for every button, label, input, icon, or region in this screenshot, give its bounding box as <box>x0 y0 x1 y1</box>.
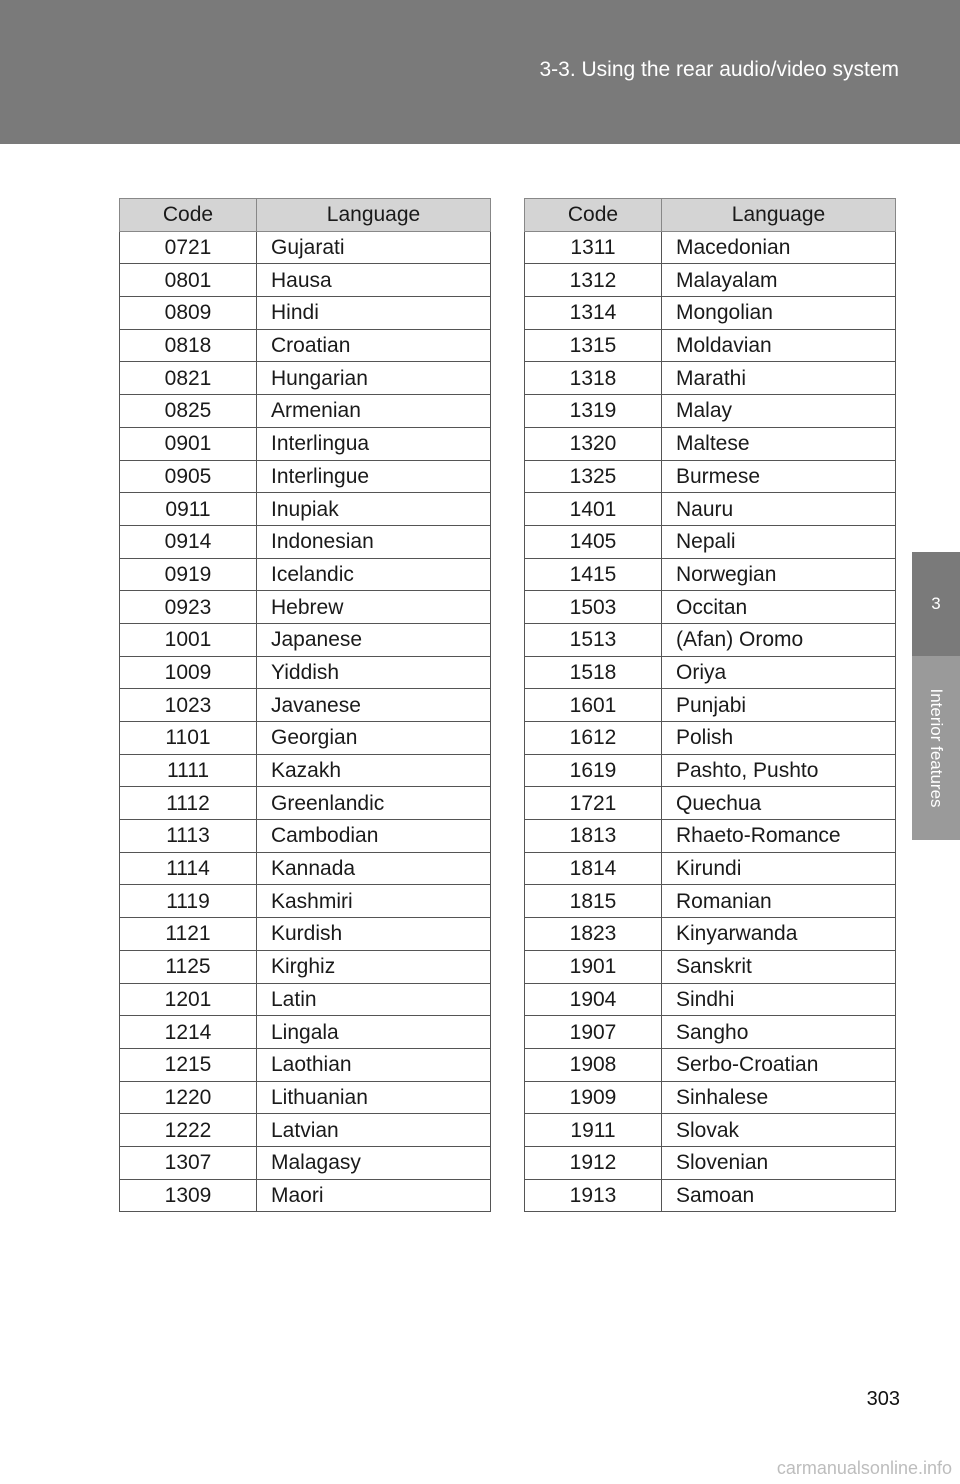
language-name-cell: Kashmiri <box>257 885 491 918</box>
language-code-cell: 0721 <box>120 231 257 264</box>
language-code-cell: 0919 <box>120 558 257 591</box>
table-row <box>120 329 491 362</box>
table-row <box>525 362 896 395</box>
table-row <box>120 591 491 624</box>
language-name-cell: Interlingua <box>257 427 491 460</box>
table-row <box>525 1179 896 1212</box>
language-name-cell: Indonesian <box>257 525 491 558</box>
language-name-cell: Greenlandic <box>257 787 491 820</box>
table-row <box>120 264 491 297</box>
code-column-header: Code <box>120 199 257 232</box>
language-code-cell: 1307 <box>120 1146 257 1179</box>
language-code-cell: 0914 <box>120 525 257 558</box>
language-code-cell: 1814 <box>525 852 662 885</box>
table-row <box>120 1016 491 1049</box>
right-table-body <box>525 231 896 1212</box>
table-row <box>525 983 896 1016</box>
language-code-cell: 1214 <box>120 1016 257 1049</box>
table-row <box>525 754 896 787</box>
table-row <box>120 656 491 689</box>
language-name-cell: Maori <box>257 1179 491 1212</box>
language-code-table-right <box>524 198 896 1212</box>
table-row <box>120 689 491 722</box>
language-code-cell: 1112 <box>120 787 257 820</box>
language-code-cell: 0923 <box>120 591 257 624</box>
language-name-cell: Pashto, Pushto <box>662 754 896 787</box>
language-name-cell: Kazakh <box>257 754 491 787</box>
language-code-table-left <box>119 198 491 1212</box>
table-row <box>525 297 896 330</box>
language-code-cell: 1220 <box>120 1081 257 1114</box>
language-name-cell: Kirundi <box>662 852 896 885</box>
table-header-row <box>525 199 896 232</box>
language-code-cell: 1901 <box>525 950 662 983</box>
language-name-cell: Hausa <box>257 264 491 297</box>
language-name-cell: (Afan) Oromo <box>662 623 896 656</box>
language-code-cell: 1023 <box>120 689 257 722</box>
table-row <box>525 264 896 297</box>
language-name-cell: Moldavian <box>662 329 896 362</box>
left-table-body <box>120 231 491 1212</box>
page-number: 303 <box>866 1388 900 1410</box>
language-name-cell: Occitan <box>662 591 896 624</box>
language-name-cell: Burmese <box>662 460 896 493</box>
language-name-cell: Rhaeto-Romance <box>662 820 896 853</box>
language-code-cell: 0825 <box>120 395 257 428</box>
language-name-cell: Mongolian <box>662 297 896 330</box>
language-column-header: Language <box>257 199 491 232</box>
language-name-cell: Marathi <box>662 362 896 395</box>
language-name-cell: Armenian <box>257 395 491 428</box>
language-name-cell: Slovenian <box>662 1146 896 1179</box>
language-code-cell: 1113 <box>120 820 257 853</box>
table-row <box>120 983 491 1016</box>
language-name-cell: Malayalam <box>662 264 896 297</box>
language-name-cell: Romanian <box>662 885 896 918</box>
language-code-cell: 1315 <box>525 329 662 362</box>
table-row <box>120 885 491 918</box>
table-row <box>525 852 896 885</box>
language-code-cell: 1813 <box>525 820 662 853</box>
language-name-cell: Polish <box>662 722 896 755</box>
language-name-cell: Malagasy <box>257 1146 491 1179</box>
language-code-cell: 1405 <box>525 525 662 558</box>
table-row <box>120 1146 491 1179</box>
language-name-cell: Punjabi <box>662 689 896 722</box>
language-name-cell: Georgian <box>257 722 491 755</box>
language-code-cell: 1111 <box>120 754 257 787</box>
header-band <box>0 0 960 144</box>
table-row <box>120 787 491 820</box>
language-name-cell: Javanese <box>257 689 491 722</box>
language-name-cell: Samoan <box>662 1179 896 1212</box>
language-code-cell: 1114 <box>120 852 257 885</box>
table-row <box>525 1114 896 1147</box>
table-row <box>120 950 491 983</box>
language-name-cell: Kinyarwanda <box>662 918 896 951</box>
language-code-cell: 1215 <box>120 1048 257 1081</box>
language-code-cell: 0901 <box>120 427 257 460</box>
language-code-cell: 1312 <box>525 264 662 297</box>
language-name-cell: Hindi <box>257 297 491 330</box>
language-name-cell: Icelandic <box>257 558 491 591</box>
language-code-cell: 1518 <box>525 656 662 689</box>
table-header-row <box>120 199 491 232</box>
chapter-tab-label-text: Interior features <box>927 688 946 808</box>
language-name-cell: Nauru <box>662 493 896 526</box>
table-row <box>525 525 896 558</box>
table-row <box>120 852 491 885</box>
table-row <box>525 1048 896 1081</box>
table-row <box>525 787 896 820</box>
language-name-cell: Latin <box>257 983 491 1016</box>
language-code-cell: 1121 <box>120 918 257 951</box>
language-name-cell: Inupiak <box>257 493 491 526</box>
table-row <box>525 820 896 853</box>
language-name-cell: Sanskrit <box>662 950 896 983</box>
language-code-cell: 1309 <box>120 1179 257 1212</box>
table-row <box>525 722 896 755</box>
language-name-cell: Yiddish <box>257 656 491 689</box>
language-code-cell: 1119 <box>120 885 257 918</box>
table-row <box>120 427 491 460</box>
table-row <box>525 1146 896 1179</box>
table-row <box>525 623 896 656</box>
table-row <box>120 297 491 330</box>
language-code-cell: 1912 <box>525 1146 662 1179</box>
table-row <box>120 1114 491 1147</box>
table-row <box>120 395 491 428</box>
language-name-cell: Malay <box>662 395 896 428</box>
language-name-cell: Nepali <box>662 525 896 558</box>
language-code-cell: 1721 <box>525 787 662 820</box>
table-row <box>525 231 896 264</box>
language-code-cell: 1823 <box>525 918 662 951</box>
table-row <box>525 1016 896 1049</box>
language-name-cell: Kannada <box>257 852 491 885</box>
language-code-cell: 1001 <box>120 623 257 656</box>
language-code-cell: 1314 <box>525 297 662 330</box>
table-row <box>120 623 491 656</box>
language-name-cell: Norwegian <box>662 558 896 591</box>
table-row <box>120 231 491 264</box>
language-code-cell: 0905 <box>120 460 257 493</box>
language-code-cell: 1319 <box>525 395 662 428</box>
table-row <box>525 329 896 362</box>
language-code-cell: 0818 <box>120 329 257 362</box>
language-code-cell: 1911 <box>525 1114 662 1147</box>
table-row <box>525 1081 896 1114</box>
language-name-cell: Oriya <box>662 656 896 689</box>
table-row <box>525 656 896 689</box>
language-name-cell: Lingala <box>257 1016 491 1049</box>
language-name-cell: Kurdish <box>257 918 491 951</box>
table-row <box>120 722 491 755</box>
language-name-cell: Sangho <box>662 1016 896 1049</box>
watermark: carmanualsonline.info <box>776 1458 952 1478</box>
language-code-cell: 1201 <box>120 983 257 1016</box>
language-code-cell: 0911 <box>120 493 257 526</box>
language-code-cell: 1612 <box>525 722 662 755</box>
language-code-cell: 1311 <box>525 231 662 264</box>
language-code-cell: 1904 <box>525 983 662 1016</box>
language-name-cell: Cambodian <box>257 820 491 853</box>
language-code-cell: 1513 <box>525 623 662 656</box>
table-row <box>120 1048 491 1081</box>
table-row <box>525 918 896 951</box>
language-name-cell: Laothian <box>257 1048 491 1081</box>
table-row <box>120 558 491 591</box>
language-name-cell: Macedonian <box>662 231 896 264</box>
language-code-cell: 1908 <box>525 1048 662 1081</box>
language-name-cell: Interlingue <box>257 460 491 493</box>
language-code-cell: 1619 <box>525 754 662 787</box>
table-row <box>525 493 896 526</box>
language-code-cell: 1415 <box>525 558 662 591</box>
table-row <box>120 493 491 526</box>
language-code-cell: 1913 <box>525 1179 662 1212</box>
language-code-cell: 0809 <box>120 297 257 330</box>
language-code-cell: 1907 <box>525 1016 662 1049</box>
language-name-cell: Sinhalese <box>662 1081 896 1114</box>
language-code-cell: 1325 <box>525 460 662 493</box>
chapter-tab-number: 3 <box>912 552 960 656</box>
language-name-cell: Latvian <box>257 1114 491 1147</box>
language-name-cell: Sindhi <box>662 983 896 1016</box>
language-name-cell: Slovak <box>662 1114 896 1147</box>
language-code-cell: 1222 <box>120 1114 257 1147</box>
language-name-cell: Maltese <box>662 427 896 460</box>
table-row <box>525 950 896 983</box>
table-row <box>120 1179 491 1212</box>
table-row <box>525 689 896 722</box>
language-code-cell: 1815 <box>525 885 662 918</box>
table-row <box>525 591 896 624</box>
language-name-cell: Gujarati <box>257 231 491 264</box>
table-row <box>525 460 896 493</box>
language-code-cell: 1009 <box>120 656 257 689</box>
section-title: 3-3. Using the rear audio/video system <box>539 58 899 81</box>
table-row <box>120 754 491 787</box>
language-name-cell: Quechua <box>662 787 896 820</box>
language-column-header: Language <box>662 199 896 232</box>
language-code-cell: 1503 <box>525 591 662 624</box>
language-name-cell: Hebrew <box>257 591 491 624</box>
language-name-cell: Japanese <box>257 623 491 656</box>
table-row <box>120 362 491 395</box>
table-row <box>120 1081 491 1114</box>
table-row <box>120 460 491 493</box>
table-row <box>120 820 491 853</box>
language-name-cell: Serbo-Croatian <box>662 1048 896 1081</box>
language-code-cell: 1101 <box>120 722 257 755</box>
language-code-cell: 1401 <box>525 493 662 526</box>
code-column-header: Code <box>525 199 662 232</box>
language-code-cell: 0801 <box>120 264 257 297</box>
language-name-cell: Hungarian <box>257 362 491 395</box>
language-name-cell: Croatian <box>257 329 491 362</box>
table-row <box>525 558 896 591</box>
chapter-tab-label <box>912 656 960 840</box>
table-row <box>525 395 896 428</box>
table-row <box>120 525 491 558</box>
table-row <box>120 918 491 951</box>
language-code-cell: 1909 <box>525 1081 662 1114</box>
language-code-cell: 1320 <box>525 427 662 460</box>
language-code-cell: 0821 <box>120 362 257 395</box>
table-row <box>525 885 896 918</box>
language-code-cell: 1318 <box>525 362 662 395</box>
language-name-cell: Lithuanian <box>257 1081 491 1114</box>
language-name-cell: Kirghiz <box>257 950 491 983</box>
language-code-cell: 1125 <box>120 950 257 983</box>
language-code-cell: 1601 <box>525 689 662 722</box>
table-row <box>525 427 896 460</box>
